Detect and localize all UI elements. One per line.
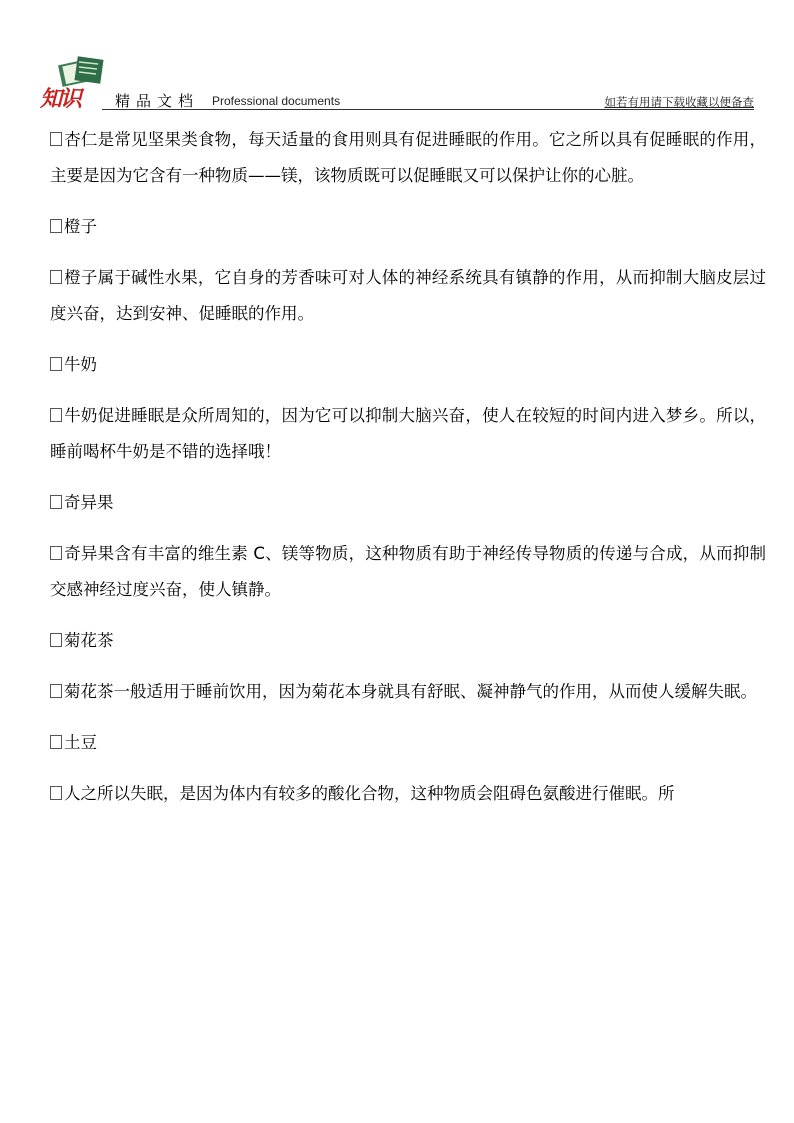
section-heading bbox=[50, 209, 766, 245]
page-header bbox=[40, 52, 754, 110]
brand-subtitle: Professional documents bbox=[212, 94, 341, 108]
heading-text: 牛奶 bbox=[64, 355, 97, 374]
paragraph-text: 菊花茶一般适用于睡前饮用，因为菊花本身就具有舒眠、凝神静气的作用，从而使人缓解失眠。 bbox=[64, 682, 757, 701]
heading-text: 菊花茶 bbox=[64, 631, 114, 650]
logo-text: 知识 bbox=[40, 86, 81, 112]
paragraph bbox=[50, 122, 766, 194]
checkbox-glyph-icon bbox=[50, 786, 62, 800]
checkbox-glyph-icon bbox=[50, 633, 62, 647]
paragraph bbox=[50, 536, 766, 608]
section-heading bbox=[50, 485, 766, 521]
paragraph-text: 奇异果含有丰富的维生素 C、镁等物质，这种物质有助于神经传导物质的传递与合成，从而抑制交感神经过度兴奋，使人镇静。 bbox=[50, 544, 766, 599]
paragraph bbox=[50, 260, 766, 332]
checkbox-glyph-icon bbox=[50, 270, 62, 284]
heading-text: 土豆 bbox=[64, 733, 97, 752]
paragraph bbox=[50, 674, 766, 710]
checkbox-glyph-icon bbox=[50, 735, 62, 749]
checkbox-glyph-icon bbox=[50, 219, 62, 233]
section-heading bbox=[50, 623, 766, 659]
checkbox-glyph-icon bbox=[50, 684, 62, 698]
checkbox-glyph-icon bbox=[50, 408, 62, 422]
heading-text: 橙子 bbox=[64, 217, 97, 236]
header-note: 如若有用请下载收藏以便备查 bbox=[604, 95, 754, 109]
checkbox-glyph-icon bbox=[50, 495, 62, 509]
checkbox-glyph-icon bbox=[50, 132, 62, 146]
paragraph-text: 牛奶促进睡眠是众所周知的，因为它可以抑制大脑兴奋，使人在较短的时间内进入梦乡。所以，睡前喝杯牛奶是不错的选择哦！ bbox=[50, 406, 766, 461]
paragraph bbox=[50, 776, 766, 812]
checkbox-glyph-icon bbox=[50, 546, 62, 560]
heading-text: 奇异果 bbox=[64, 493, 114, 512]
paragraph-text: 杏仁是常见坚果类食物，每天适量的食用则具有促进睡眠的作用。它之所以具有促睡眠的作用，主要是因为它含有一种物质——镁，该物质既可以促睡眠又可以保护让你的心脏。 bbox=[50, 130, 766, 185]
header-divider bbox=[102, 109, 754, 110]
paragraph-text: 人之所以失眠，是因为体内有较多的酸化合物，这种物质会阻碍色氨酸进行催眠。所 bbox=[64, 784, 675, 803]
paragraph bbox=[50, 398, 766, 470]
brand-title: 精品文档 bbox=[115, 92, 200, 110]
section-heading bbox=[50, 347, 766, 383]
section-heading bbox=[50, 725, 766, 761]
document-body bbox=[50, 122, 766, 827]
paragraph-text: 橙子属于碱性水果，它自身的芳香味可对人体的神经系统具有镇静的作用，从而抑制大脑皮层过度兴奋，达到安神、促睡眠的作用。 bbox=[50, 268, 766, 323]
checkbox-glyph-icon bbox=[50, 357, 62, 371]
